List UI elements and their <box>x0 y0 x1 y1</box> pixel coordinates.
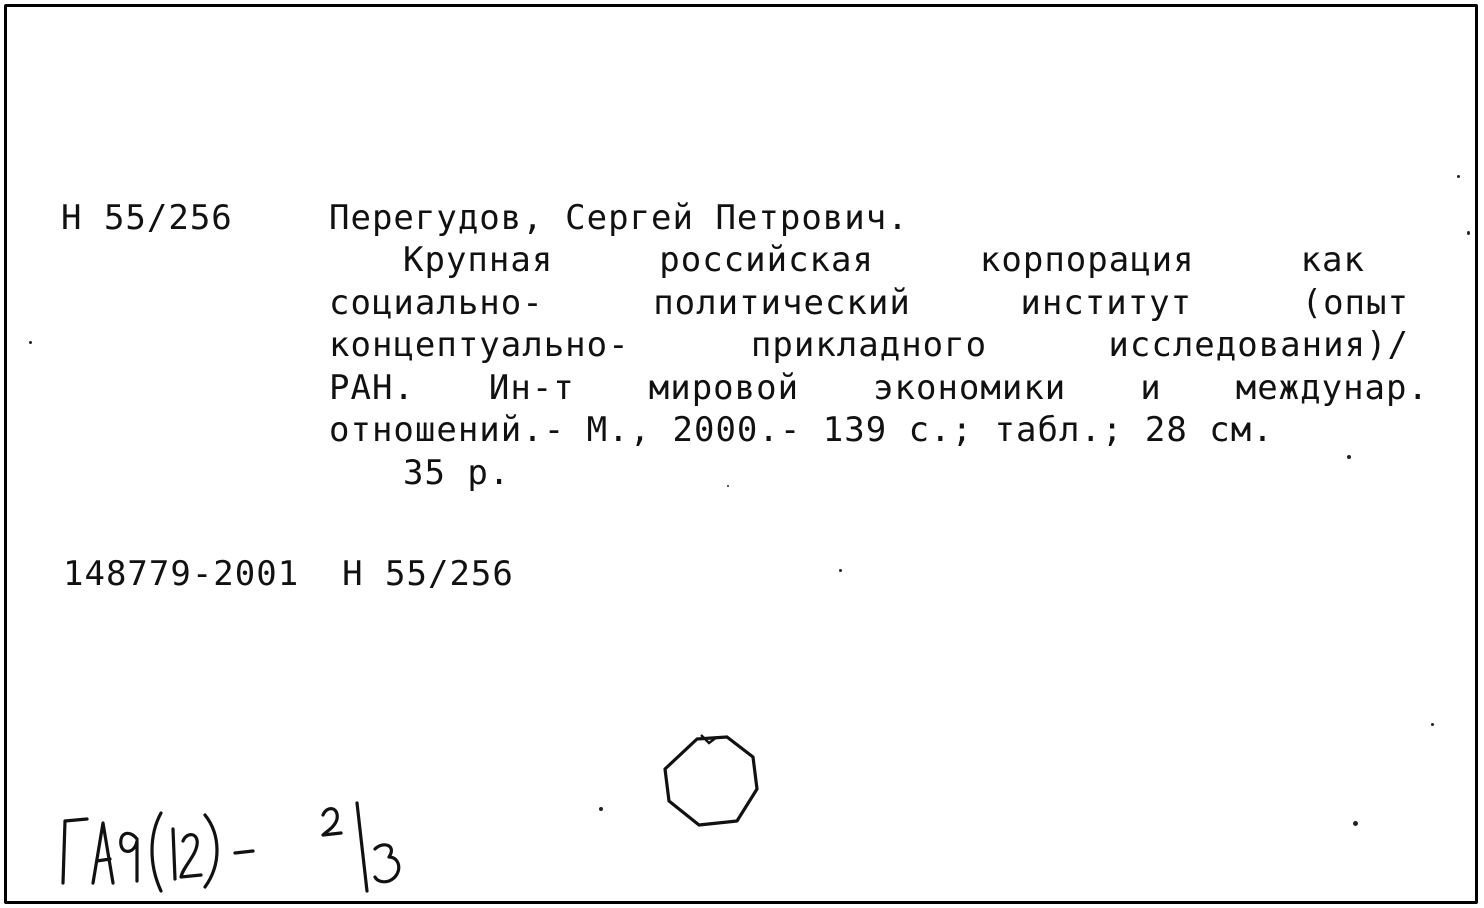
description-word: Крупная <box>403 240 554 280</box>
description-word: социально- <box>329 282 544 323</box>
description-word: Ин-т <box>488 367 575 408</box>
description-word: российская <box>659 240 874 280</box>
scan-speck <box>1431 723 1434 726</box>
description-word: экономики <box>873 367 1067 408</box>
description-word: прикладного <box>750 325 988 366</box>
description-word: РАН. <box>329 367 415 408</box>
scan-speck <box>839 569 842 572</box>
scan-speck <box>1457 175 1460 178</box>
description-word: концептуально- <box>329 325 630 366</box>
accession-number: 148779-2001 Н 55/256 <box>63 554 514 594</box>
catalog-card <box>4 4 1478 904</box>
description-line-5: отношений.- М., 2000.- 139 с.; табл.; 28 см. <box>329 410 1274 451</box>
scan-speck <box>1353 821 1358 826</box>
scan-speck <box>1347 455 1351 459</box>
description-word: корпорация <box>979 240 1195 280</box>
description-line-2 <box>329 282 1429 325</box>
scan-speck <box>1467 231 1470 235</box>
scan-speck <box>29 341 32 344</box>
scan-speck <box>599 807 603 811</box>
description-word: как <box>1300 240 1365 280</box>
description-line-3 <box>329 324 1429 367</box>
description-word: мировой <box>648 367 800 408</box>
call-number: Н 55/256 <box>61 198 233 238</box>
description-word: междунар. <box>1235 367 1429 408</box>
author-heading: Перегудов, Сергей Петрович. <box>329 198 909 238</box>
description-line-4 <box>329 367 1429 410</box>
description-word: политический <box>653 282 911 323</box>
description-word: и <box>1140 367 1162 408</box>
octagon-stamp <box>657 731 767 831</box>
bibliographic-description <box>329 239 1429 495</box>
description-line-1 <box>329 239 1429 282</box>
description-word: (опыт <box>1301 282 1409 323</box>
price: 35 р. <box>403 452 511 493</box>
description-word: исследования)/ <box>1108 325 1409 366</box>
scan-speck <box>727 485 729 487</box>
description-word: институт <box>1020 282 1193 323</box>
handwritten-shelf-mark <box>57 795 437 895</box>
